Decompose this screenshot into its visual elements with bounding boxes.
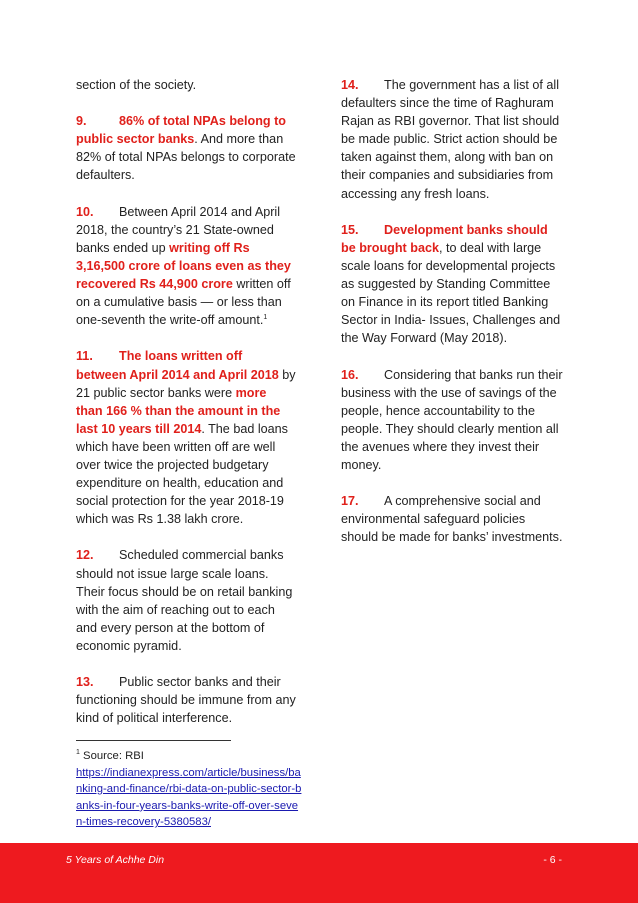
item-number: 11. — [76, 349, 93, 364]
footnote-marker: 1 — [76, 749, 80, 757]
item-number: 14. — [341, 78, 359, 92]
item-number: 16. — [341, 367, 359, 382]
footnote-ref[interactable]: 1 — [263, 314, 268, 322]
paragraph-17 — [341, 492, 565, 546]
highlight-text: The loans written off between April 2014 and April 2018 — [76, 349, 279, 382]
highlight-text: more than 166 % than the amount in the last 10 years till 2014 — [76, 385, 281, 436]
paragraph-12 — [76, 546, 296, 655]
footnote — [76, 748, 302, 831]
footnote-divider — [76, 740, 231, 741]
highlight-text: Development banks should be brought back — [341, 222, 548, 255]
paragraph-continuation: section of the society. — [76, 78, 197, 92]
paragraph-10 — [76, 203, 296, 330]
item-number: 10. — [76, 204, 94, 219]
highlight-text: 86% of total NPAs belong to public sector banks — [76, 114, 286, 147]
paragraph-14 — [341, 76, 565, 203]
page-footer — [0, 843, 638, 903]
body-text: written off on a cumulative basis — or less than one-seventh the write-off amount. — [76, 277, 291, 328]
paragraph-15 — [341, 221, 565, 348]
body-text: Between April 2014 and April 2018, the country’s 21 State-owned banks ended up — [76, 204, 281, 255]
body-text: . The bad loans which have been written off are well over twice the projected budgetary expenditure on health, education and social protection for the year 2018-19 which was Rs 1.38 lakh crore. — [76, 421, 288, 527]
paragraph-13 — [76, 673, 296, 727]
paragraph-16 — [341, 366, 565, 475]
body-text: Scheduled commercial banks should not issue large scale loans. Their focus should be on retail banking with the aim of reaching out to each and every person at the bottom of economic pyramid. — [76, 548, 293, 653]
body-text: by 21 public sector banks were — [76, 367, 296, 400]
item-number: 13. — [76, 675, 94, 690]
page-number: - 6 - — [543, 854, 562, 866]
footnote-link[interactable]: https://indianexpress.com/article/business/banking-and-finance/rbi-data-on-public-sector-banks-in-four-years-banks-write-off-over-seven-times-recovery-5380583/ — [76, 766, 302, 829]
body-text: , to deal with large scale loans for developmental projects as suggested by Standing Committee on Finance in its report titled Banking Sector in India- Issues, Challenges and the Way Forward (May 2018). — [341, 240, 561, 346]
item-number: 15. — [341, 222, 359, 237]
paragraph-9 — [76, 112, 296, 184]
left-column — [76, 76, 296, 745]
body-text: A comprehensive social and environmental safeguard policies should be made for banks’ investments. — [341, 494, 563, 545]
footnote-source: $^1$ Source: RBI — [76, 749, 144, 762]
right-column — [341, 76, 565, 565]
body-text: The government has a list of all defaulters since the time of Raghuram Rajan as RBI governor. That list should be made public. Strict action should be taken against them, along with ban on their companies and subsidiaries from accessing any fresh loans. — [341, 78, 560, 201]
footer-title: 5 Years of Achhe Din — [66, 854, 165, 866]
body-text: Considering that banks run their business with the use of savings of the people, hence accountability to the people. They should clearly mention all the avenues where they invest their money. — [341, 367, 563, 472]
item-number: 9. — [76, 114, 87, 129]
paragraph-11 — [76, 347, 296, 528]
item-number: 12. — [76, 548, 94, 563]
highlight-text: writing off Rs 3,16,500 crore of loans even as they recovered Rs 44,900 crore — [76, 240, 291, 292]
item-number: 17. — [341, 494, 359, 509]
body-text: Public sector banks and their functioning should be immune from any kind of political interference. — [76, 675, 296, 726]
body-text: . And more than 82% of total NPAs belongs to corporate defaulters. — [76, 132, 296, 183]
